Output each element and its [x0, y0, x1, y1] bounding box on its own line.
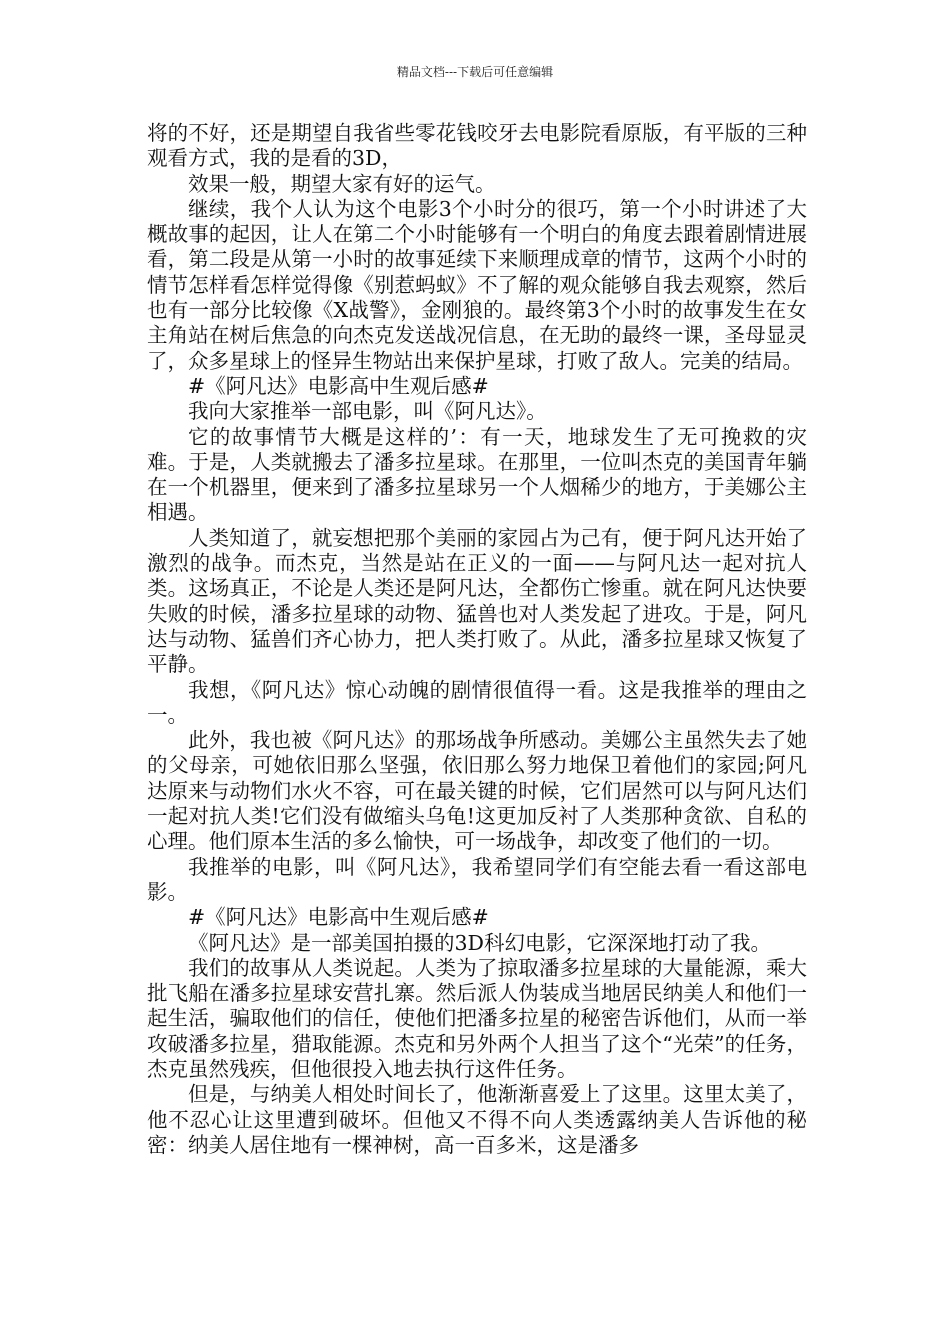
paragraph: 此外，我也被《阿凡达》的那场战争所感动。美娜公主虽然失去了她的父母亲，可她依旧那么坚强，依旧那么努力地保卫着他们的家园;阿凡达原来与动物们水火不容，可在最关键的时候，它们居然可以与阿凡达们一起对抗人类!它们没有做缩头乌龟!这更加反衬了人类那种贪欲、自私的心理。他们原本生活的多么愉快，可一场战争，却改变了他们的一切。: [147, 728, 807, 854]
paragraph: 我们的故事从人类说起。人类为了掠取潘多拉星球的大量能源，乘大批飞船在潘多拉星球安营扎寨。然后派人伪装成当地居民纳美人和他们一起生活，骗取他们的信任，使他们把潘多拉星的秘密告诉他们，从而一举攻破潘多拉星，猎取能源。杰克和另外两个人担当了这个“光荣”的任务，杰克虽然残疾，但他很投入地去执行这件任务。: [147, 955, 807, 1081]
paragraph: 它的故事情节大概是这样的’：有一天，地球发生了无可挽救的灾难。于是，人类就搬去了潘多拉星球。在那里，一位叫杰克的美国青年躺在一个机器里，便来到了潘多拉星球另一个人烟稀少的地方，于美娜公主相遇。: [147, 424, 807, 525]
paragraph: 但是，与纳美人相处时间长了，他渐渐喜爱上了这里。这里太美了，他不忍心让这里遭到破坏。但他又不得不向人类透露纳美人告诉他的秘密：纳美人居住地有一棵神树，高一百多米，这是潘多: [147, 1082, 807, 1157]
document-body: [147, 121, 807, 1158]
paragraph: 我推举的电影，叫《阿凡达》，我希望同学们有空能去看一看这部电影。: [147, 854, 807, 904]
paragraph: 效果一般，期望大家有好的运气。: [188, 171, 496, 196]
section-heading: #《阿凡达》电影高中生观后感#: [188, 373, 489, 398]
page-header: 精品文档---下载后可任意编辑: [396, 65, 554, 79]
paragraph: 我想，《阿凡达》惊心动魄的剧情很值得一看。这是我推举的理由之一。: [147, 677, 807, 727]
paragraph: 将的不好，还是期望自我省些零花钱咬牙去电影院看原版，有平版的三种观看方式，我的是看的3D，: [147, 121, 807, 171]
paragraph: 《阿凡达》是一部美国拍摄的3D科幻电影，它深深地打动了我。: [188, 930, 771, 955]
paragraph: 继续，我个人认为这个电影3个小时分的很巧，第一个小时讲述了大概故事的起因，让人在第二个小时能够有一个明白的角度去跟着剧情进展看，第二段是从第一小时的故事延续下来顺理成章的情节，这两个小时的情节怎样看怎样觉得像《别惹蚂蚁》不了解的观众能够自我去观察，然后也有一部分比较像《X战警》，金刚狼的。最终第3个小时的故事发生在女主角站在树后焦急的向杰克发送战况信息，在无助的最终一课，圣母显灵了，众多星球上的怪异生物站出来保护星球，打败了敌人。完美的结局。: [147, 196, 807, 373]
paragraph: 人类知道了，就妄想把那个美丽的家园占为己有，便于阿凡达开始了激烈的战争。而杰克，当然是站在正义的一面——与阿凡达一起对抗人类。这场真正，不论是人类还是阿凡达，全都伤亡惨重。就在阿凡达快要失败的时候，潘多拉星球的动物、猛兽也对人类发起了进攻。于是，阿凡达与动物、猛兽们齐心协力，把人类打败了。从此，潘多拉星球又恢复了平静。: [147, 525, 807, 677]
section-heading: #《阿凡达》电影高中生观后感#: [188, 905, 489, 930]
paragraph: 我向大家推举一部电影，叫《阿凡达》。: [188, 399, 547, 424]
